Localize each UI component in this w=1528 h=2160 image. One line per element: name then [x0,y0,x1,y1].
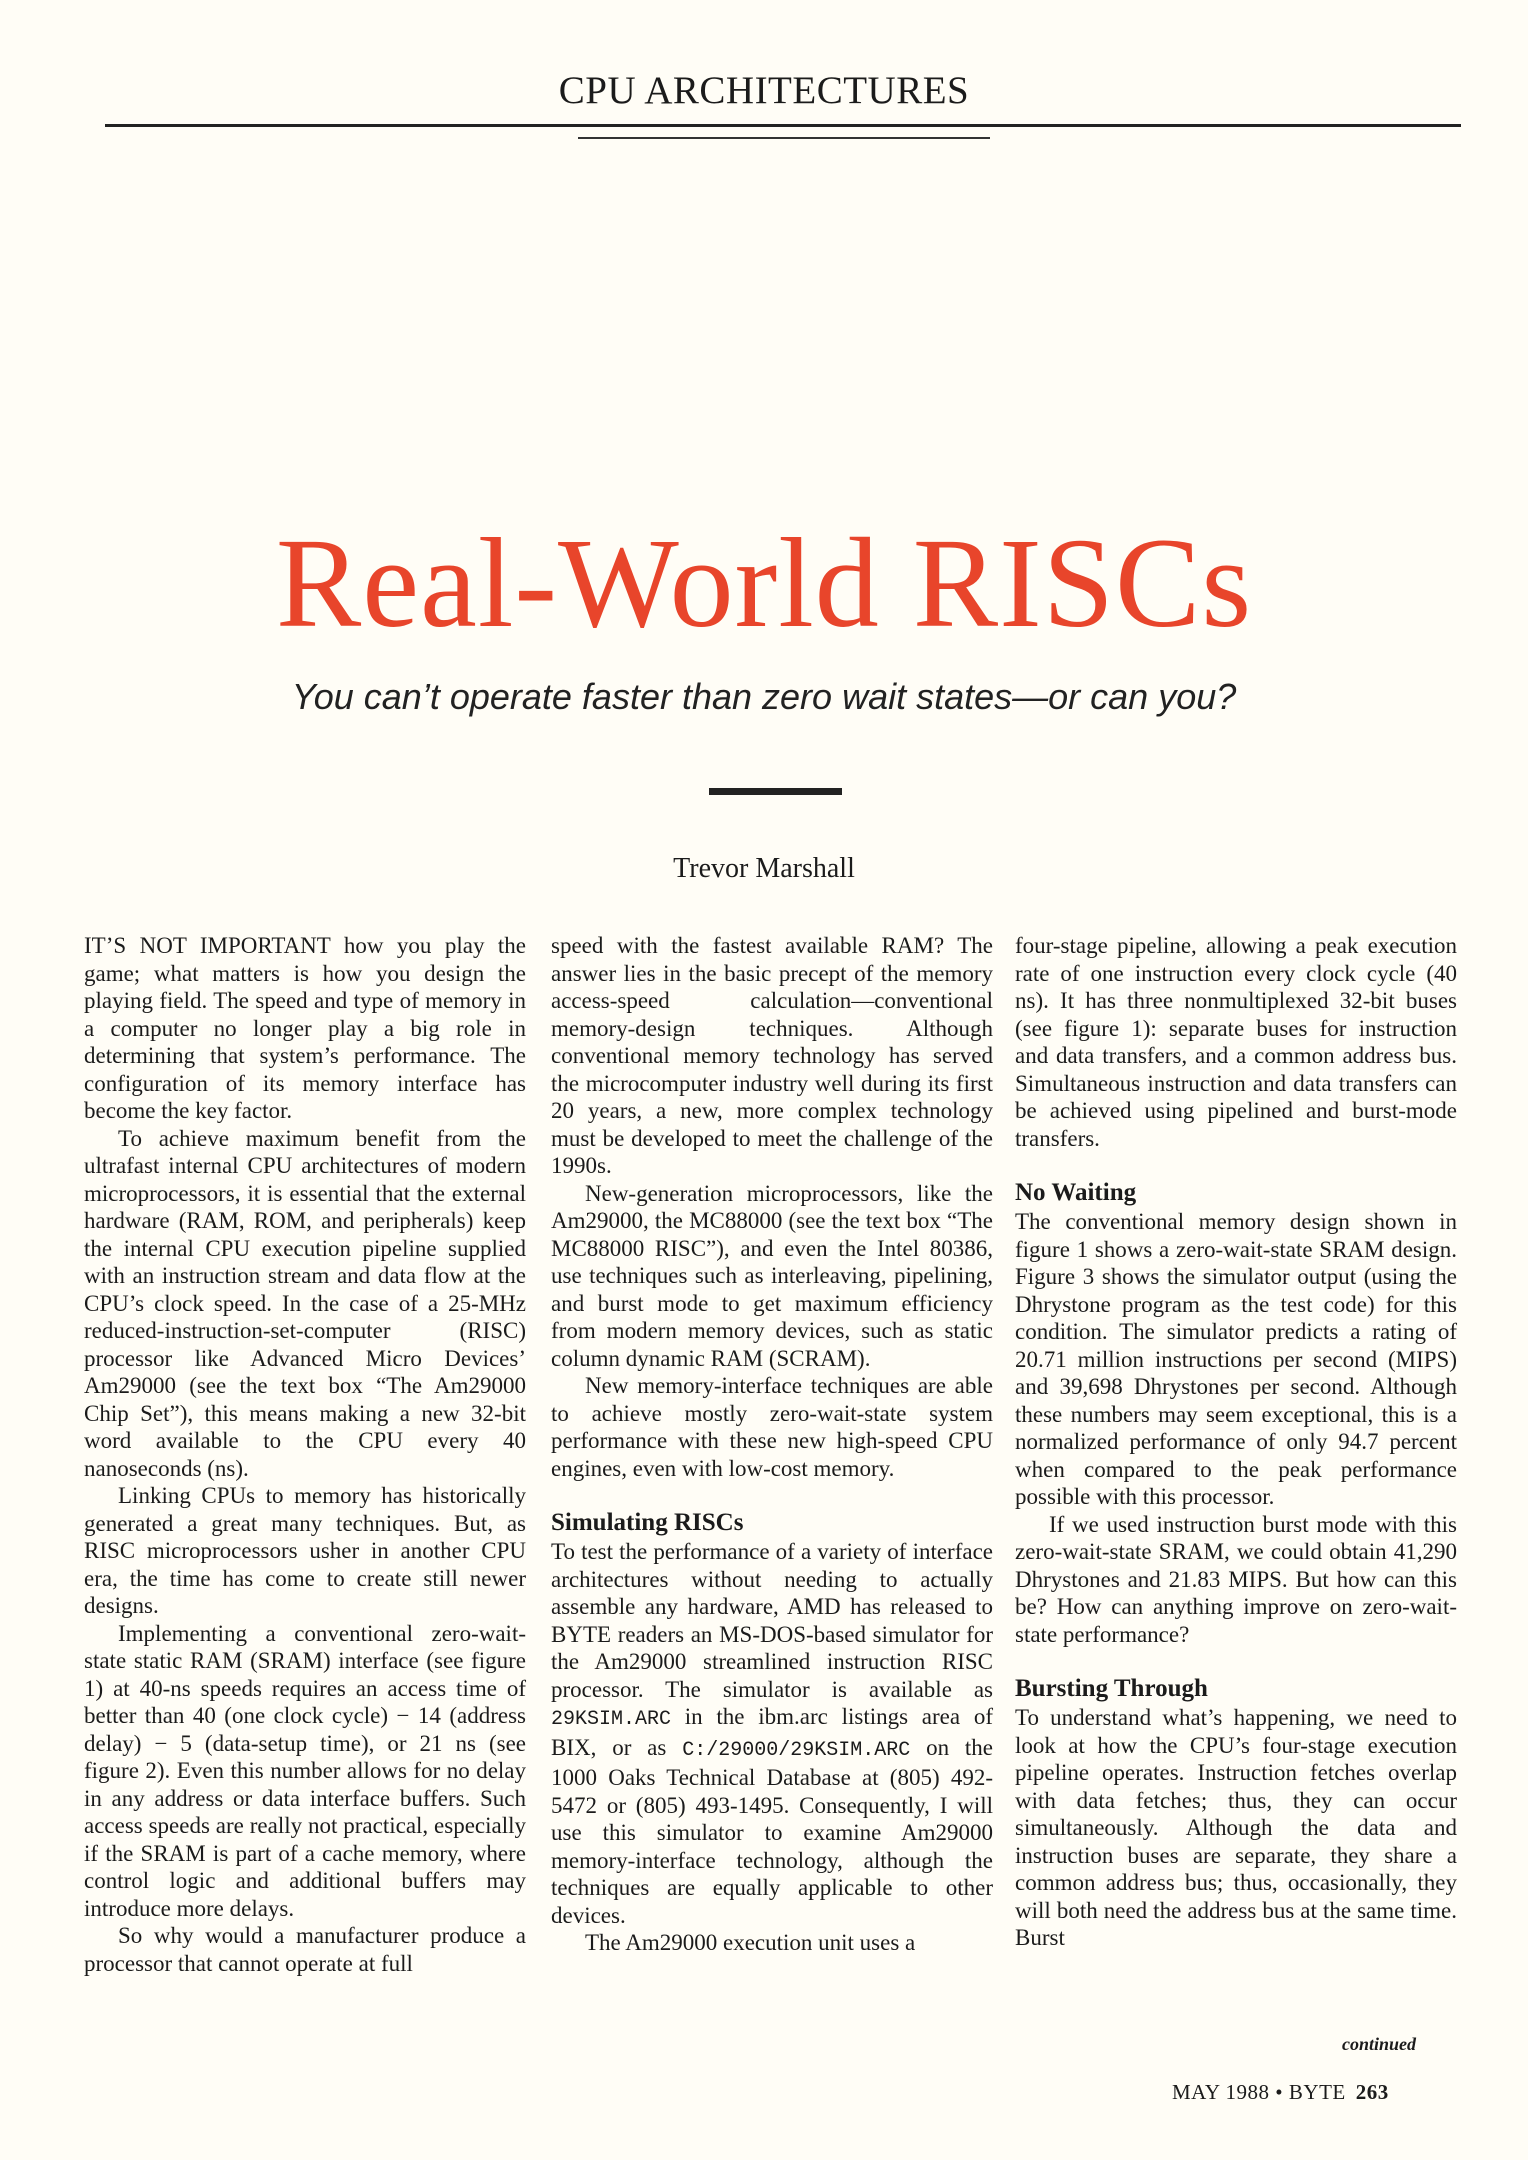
paragraph-text: in the ibm.arc listings area of BIX, or as [551,1704,993,1760]
code-path: C:/29000/29KSIM.ARC [682,1738,911,1762]
column-1 [84,932,526,1977]
page-footer [1172,2080,1389,2105]
paragraph: New memory-interface techniques are able to achieve mostly zero-wait-state system performance with these new high-speed CPU engines, even with low-cost memory. [551,1373,993,1481]
paragraph: Linking CPUs to memory has historically generated a great many techniques. But, as RISC microprocessors usher in another CPU era, the time has come to create still newer designs. [84,1483,526,1618]
section-heading: No Waiting [1015,1179,1137,1206]
paragraph [551,1538,993,1929]
paragraph-text: on the 1000 Oaks Technical Database at (805) 492-5472 or (805) 493-1495. Consequently, I will use this simulator to examine Am29000 memory-interface technology, although the techniques are equally applicable to other devices. [551,1734,994,1928]
paragraph: The Am29000 execution unit uses a [585,1930,916,1955]
article-subtitle: You can’t operate faster than zero wait states—or can you? [291,676,1237,717]
paragraph: Implementing a conventional zero-wait-state static RAM (SRAM) interface (see figure 1) at 40-ns speeds requires an access time of better than 40 (one clock cycle) − 14 (address delay) − 5 (data-setup time), or 21 ns (see figure 2). Even this number allows for no delay in any address or data interface buffers. Such access speeds are really not practical, especially if the SRAM is part of a cache memory, where control logic and additional buffers may introduce more delays. [84,1620,526,1921]
column-3 [1015,932,1457,1952]
title-divider [709,788,842,795]
section-heading: Bursting Through [1015,1675,1208,1702]
paragraph-text: To test the performance of a variety of interface architectures without needing to actually assemble any hardware, AMD has released to BYTE readers an MS-DOS-based simulator for the Am29000 streamlined instruction RISC processor. The simulator is available as [551,1539,993,1702]
paragraph: To achieve maximum benefit from the ultrafast internal CPU architectures of modern microprocessors, it is essential that the external hardware (RAM, ROM, and peripherals) keep the internal CPU execution pipeline supplied with an instruction stream and data flow at the CPU’s clock speed. In the case of a 25-MHz reduced-instruction-set-computer (RISC) processor like Advanced Micro Devices’ Am29000 (see the text box “The Am29000 Chip Set”), this means making a new 32-bit word available to the CPU every 40 nanoseconds (ns). [84,1125,526,1481]
article-title: Real-World RISCs [275,512,1253,654]
author-byline: Trevor Marshall [673,853,855,884]
paragraph: New-generation microprocessors, like the Am29000, the MC88000 (see the text box “The MC88000 RISC”), and even the Intel 80386, use techniques such as interleaving, pipelining, and burst mode to get maximum efficiency from modern memory devices, such as static column dynamic RAM (SCRAM). [551,1180,993,1371]
paragraph: The conventional memory design shown in figure 1 shows a zero-wait-state SRAM design. Figure 3 shows the simulator output (using the Dhrystone program as the test code) for this condition. The simulator predicts a rating of 20.71 million instructions per second (MIPS) and 39,698 Dhrystones per second. Although these numbers may seem exceptional, this is a normalized performance of only 94.7 percent when compared to the peak performance possible with this processor. [1015,1209,1457,1509]
issue-label: MAY 1988 • BYTE [1172,2080,1346,2104]
header-subrule [578,137,990,139]
column-2 [551,932,993,1957]
code-filename: 29KSIM.ARC [551,1708,672,1731]
header-rule [105,124,1461,127]
section-header: CPU ARCHITECTURES [558,69,970,112]
page-number: 263 [1355,2080,1389,2104]
section-heading: Simulating RISCs [551,1509,744,1536]
paragraph: If we used instruction burst mode with this zero-wait-state SRAM, we could obtain 41,290 Dhrystones and 21.83 MIPS. But how can this be? How can anything improve on zero-wait-state performance? [1015,1511,1457,1647]
paragraph: speed with the fastest available RAM? The answer lies in the basic precept of the memory access-speed calculation—conventional memory-design techniques. Although conventional memory technology has served the microcomputer industry well during its first 20 years, a new, more complex technology must be developed to meet the challenge of the 1990s. [551,933,993,1178]
paragraph: four-stage pipeline, allowing a peak execution rate of one instruction every clock cycle (40 ns). It has three nonmultiplexed 32-bit buses (see figure 1): separate buses for instruction and data transfers, and a common address bus. Simultaneous instruction and data transfers can be achieved using pipelined and burst-mode transfers. [1015,933,1457,1151]
paragraph: IT’S NOT IMPORTANT how you play the game; what matters is how you design the playing field. The speed and type of memory in a computer no longer play a big role in determining that system’s performance. The configuration of its memory interface has become the key factor. [84,933,526,1123]
continued-note: continued [1342,2034,1417,2054]
paragraph: So why would a manufacturer produce a processor that cannot operate at full [84,1923,526,1976]
paragraph: To understand what’s happening, we need to look at how the CPU’s four-stage execution pipeline operates. Instruction fetches overlap with data fetches; thus, they can occur simultaneously. Although the data and instruction buses are separate, they share a common address bus; thus, occasionally, they will both need the address bus at the same time. Burst [1015,1705,1457,1950]
